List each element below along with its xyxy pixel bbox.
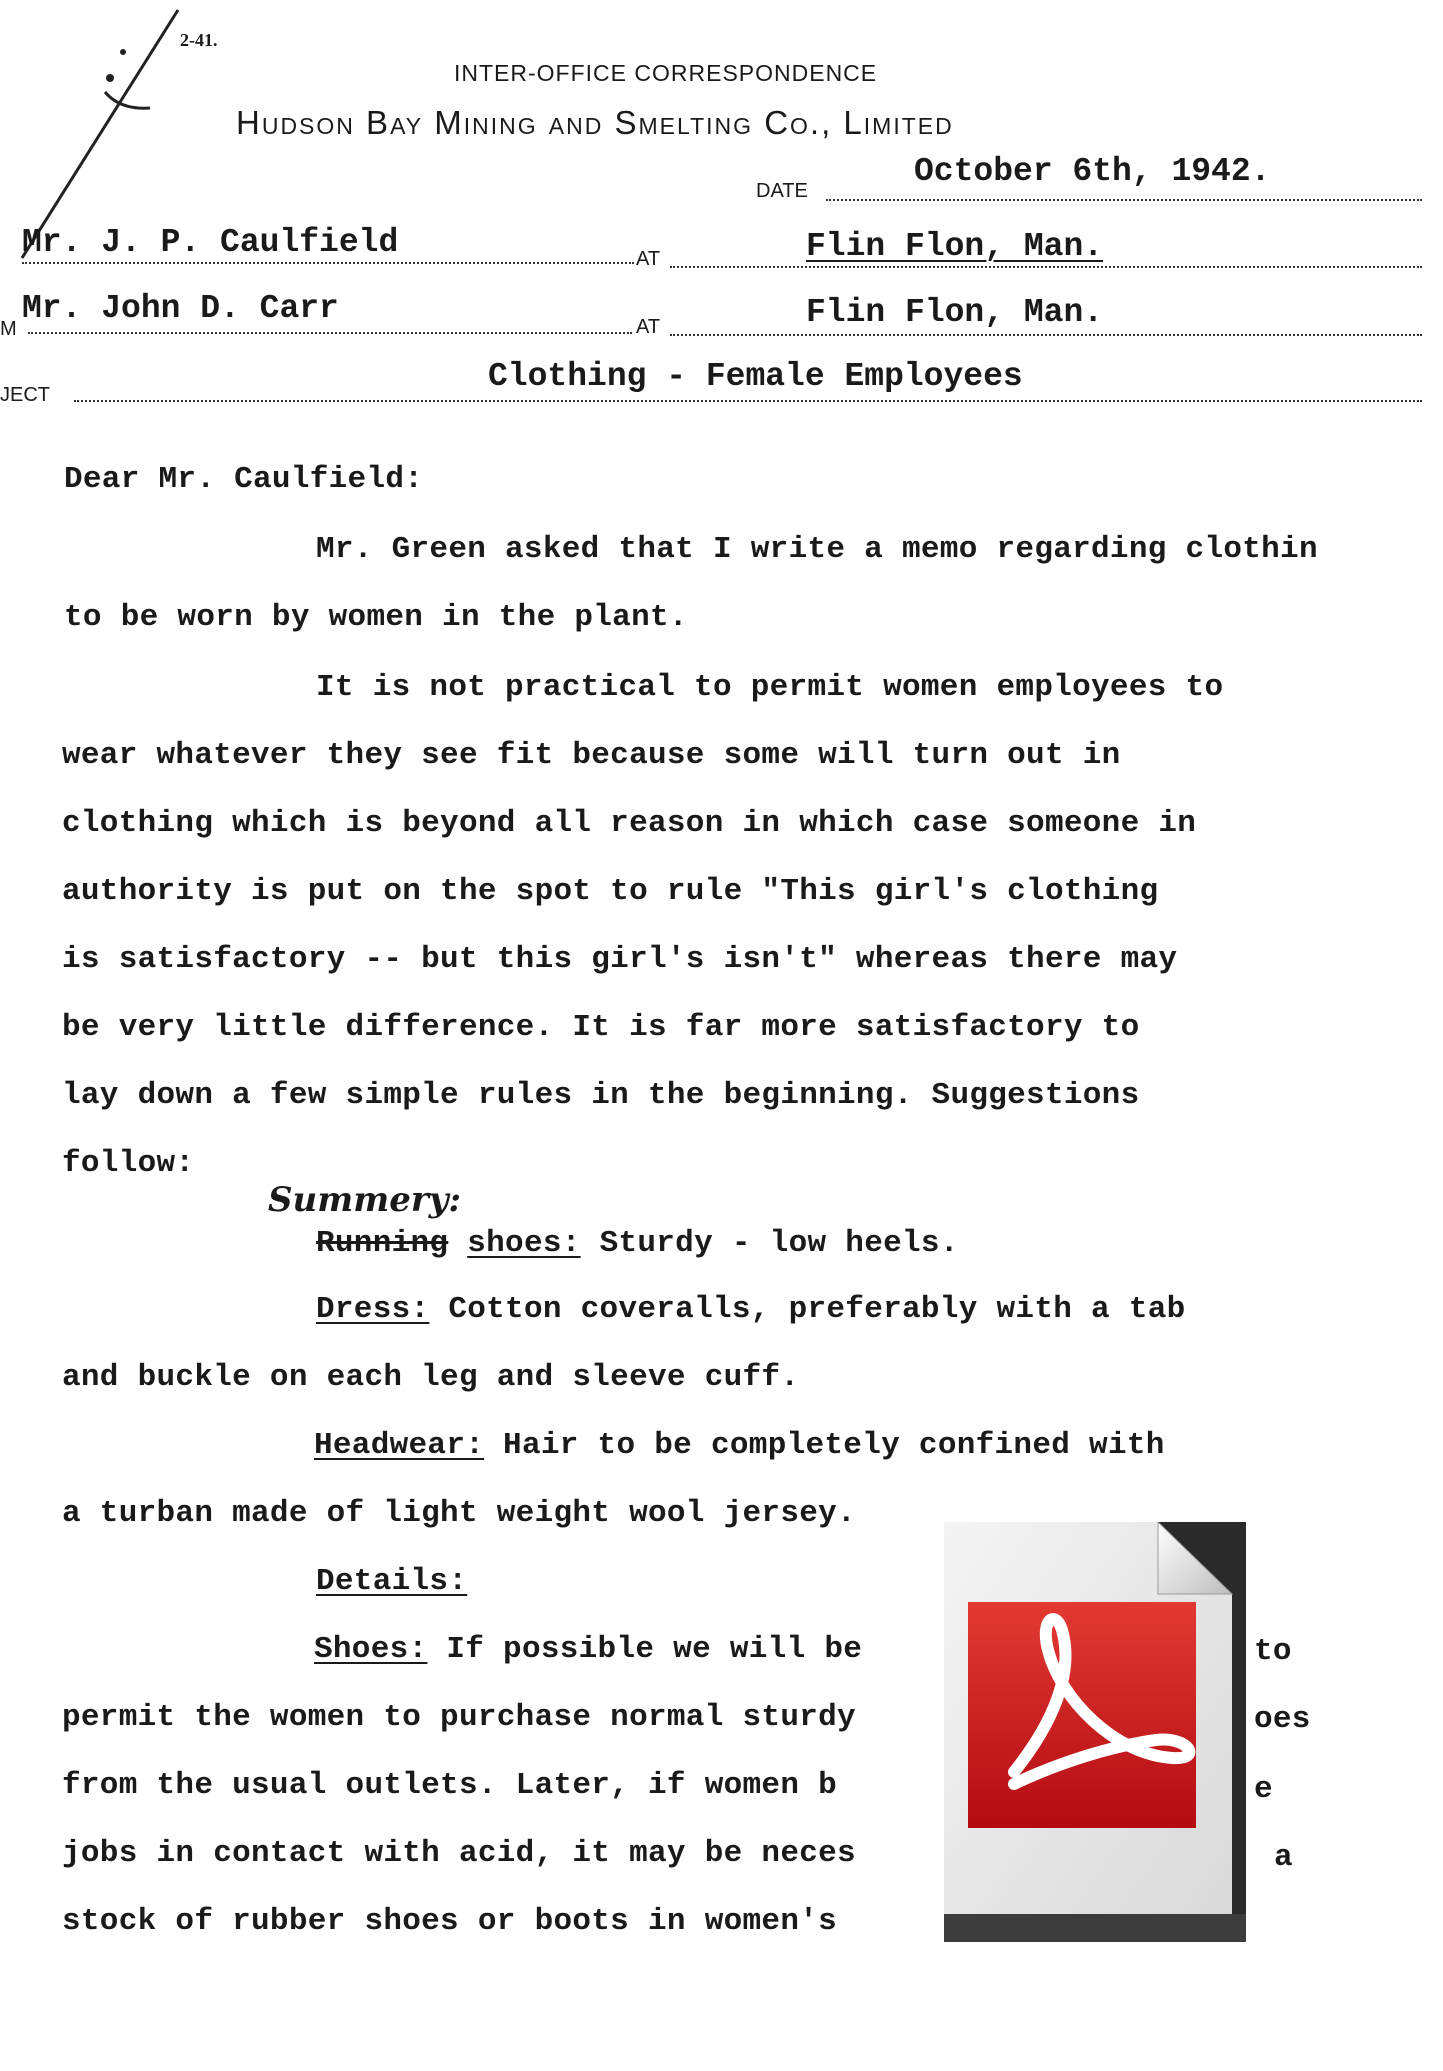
headwear-text: Hair to be completely confined with [503,1428,1165,1463]
date-dotted-line [826,199,1422,201]
body-line: lay down a few simple rules in the beginning. Suggestions [62,1078,1140,1113]
body-line-tail: e [1254,1772,1273,1807]
body-line: authority is put on the spot to rule "This girl's clothing [62,874,1159,909]
body-line: clothing which is beyond all reason in which case someone in [62,806,1197,841]
pen-stroke-mark [0,0,200,260]
header-title: INTER-OFFICE CORRESPONDENCE [454,60,878,86]
headwear-label: Headwear: [314,1428,485,1463]
date-label: DATE [756,180,808,202]
company-name: Hudson Bay Mining and Smelting Co., Limited [236,104,954,141]
from-at-label: AT [636,316,661,338]
subject-label: JECT [0,384,50,406]
subject-dotted-line [74,400,1422,402]
dress-text: Cotton coveralls, preferably with a tab [448,1292,1186,1327]
details-shoes-label: Shoes: [314,1632,428,1667]
pdf-file-icon[interactable] [944,1522,1246,1942]
body-line: jobs in contact with acid, it may be neces [62,1836,856,1871]
body-line: a turban made of light weight wool jersey. [62,1496,856,1531]
body-line: from the usual outlets. Later, if women b [62,1768,838,1803]
from-dotted-line [28,332,632,334]
body-line: wear whatever they see fit because some will turn out in [62,738,1121,773]
handwritten-note: Summery: [268,1180,462,1220]
body-line: be very little difference. It is far more satisfactory to [62,1010,1140,1045]
body-line: Mr. Green asked that I write a memo regarding clothin [316,532,1318,567]
headwear-line [314,1428,1165,1463]
form-number: 2-41. [180,30,218,50]
body-line: to be worn by women in the plant. [64,600,688,635]
to-location: Flin Flon, Man. [806,228,1104,265]
details-shoes-line [314,1632,862,1667]
body-line: stock of rubber shoes or boots in women's [62,1904,838,1939]
dress-line [316,1292,1186,1327]
to-at-label: AT [636,248,661,270]
to-dotted-line [22,262,634,264]
body-line: It is not practical to permit women employees to [316,670,1224,705]
date-value: October 6th, 1942. [914,153,1271,190]
shoes-label: shoes: [467,1226,581,1261]
from-at-dotted-line [670,334,1422,336]
body-line: is satisfactory -- but this girl's isn't" whereas there may [62,942,1178,977]
shoes-text: Sturdy - low heels. [599,1226,959,1261]
dress-label: Dress: [316,1292,430,1327]
subject-value: Clothing - Female Employees [488,358,1023,395]
salutation: Dear Mr. Caulfield: [64,462,424,497]
body-line-tail: oes [1254,1702,1311,1737]
from-name: Mr. John D. Carr [22,290,339,327]
from-location: Flin Flon, Man. [806,294,1104,331]
shoes-line [316,1226,959,1261]
details-shoes-text: If possible we will be [446,1632,863,1667]
body-line-tail: a [1274,1840,1293,1875]
to-name: Mr. J. P. Caulfield [22,224,399,261]
to-at-dotted-line [670,266,1422,268]
body-line: permit the women to purchase normal sturdy [62,1700,856,1735]
body-line-tail: to [1254,1634,1292,1669]
details-label: Details: [316,1564,468,1599]
struck-word: Running [316,1226,449,1261]
from-label: M [0,318,17,340]
body-line: follow: [62,1146,195,1181]
body-line: and buckle on each leg and sleeve cuff. [62,1360,800,1395]
